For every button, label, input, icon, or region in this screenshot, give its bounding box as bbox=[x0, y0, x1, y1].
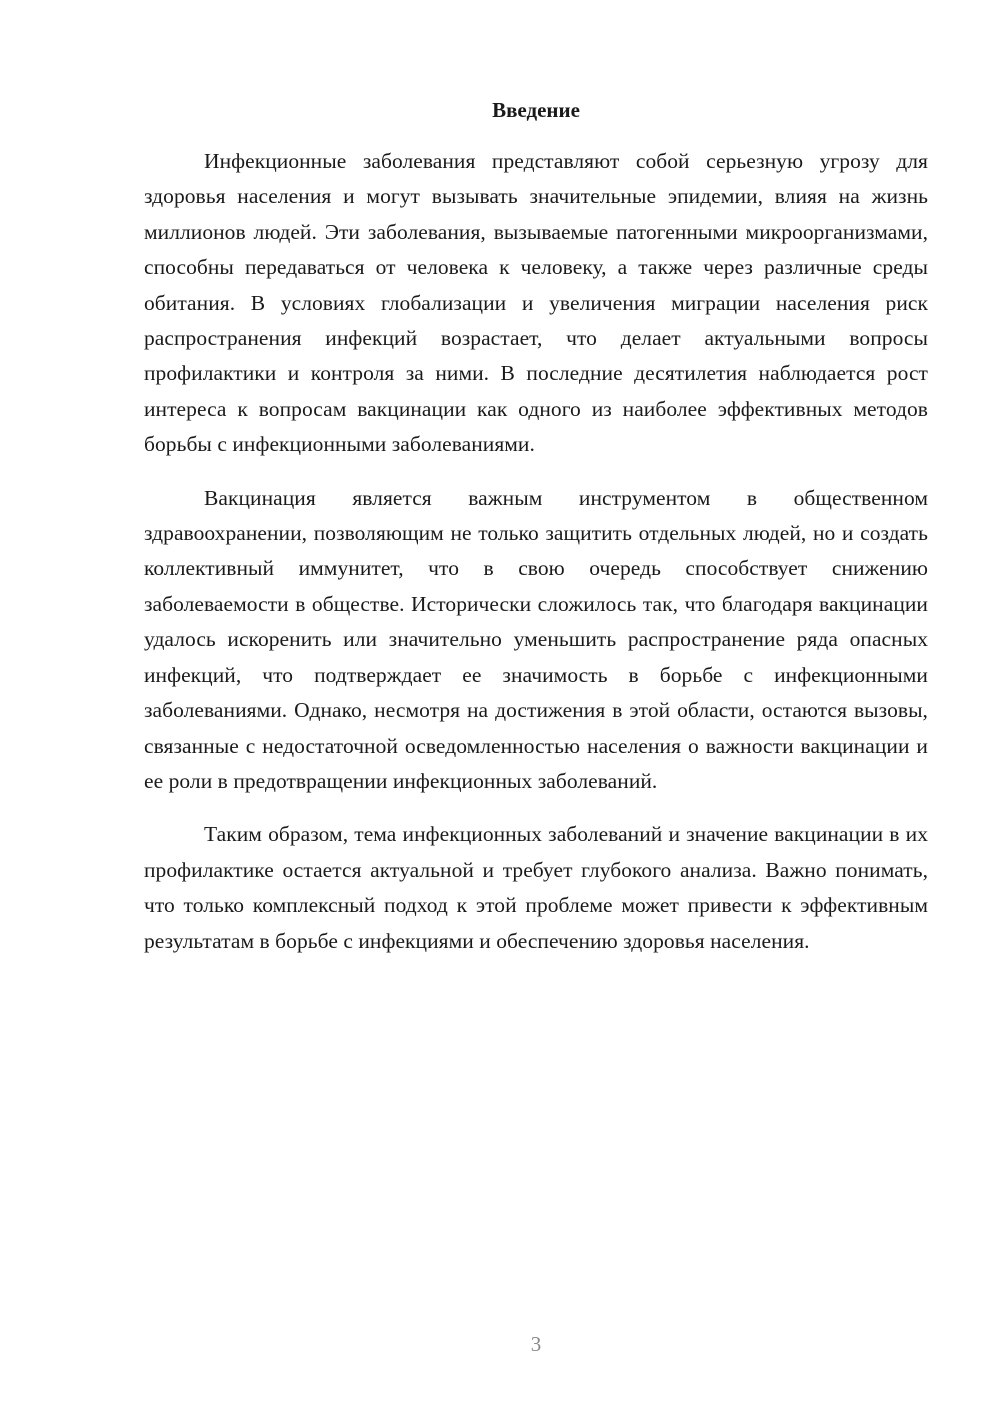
section-heading: Введение bbox=[492, 98, 580, 122]
paragraph-3: Таким образом, тема инфекционных заболеваний и значение вакцинации в их профилактике остается актуальной и требует глубокого анализа. Важно понимать, что только комплексный подход к этой проблеме может привести к эффективным результатам в борьбе с инфекциями и обеспечению здоровья населения. bbox=[144, 822, 928, 953]
page-number: 3 bbox=[530, 1332, 542, 1356]
paragraph-1: Инфекционные заболевания представляют собой серьезную угрозу для здоровья населения и могут вызывать значительные эпидемии, влияя на жизнь миллионов людей. Эти заболевания, вызываемые патогенными микроорганизмами, способны передаваться от человека к человеку, а также через различные среды обитания. В условиях глобализации и увеличения миграции населения риск распространения инфекций возрастает, что делает актуальными вопросы профилактики и контроля за ними. В последние десятилетия наблюдается рост интереса к вопросам вакцинации как одного из наиболее эффективных методов борьбы с инфекционными заболеваниями. bbox=[144, 149, 928, 457]
paragraph-2: Вакцинация является важным инструментом в общественном здравоохранении, позволяющим не только защитить отдельных людей, но и создать коллективный иммунитет, что в свою очередь способствует снижению заболеваемости в обществе. Исторически сложилось так, что благодаря вакцинации удалось искоренить или значительно уменьшить распространение ряда опасных инфекций, что подтверждает ее значимость в борьбе с инфекционными заболеваниями. Однако, несмотря на достижения в этой области, остаются вызовы, связанные с недостаточной осведомленностью населения о важности вакцинации и ее роли в предотвращении инфекционных заболеваний. bbox=[144, 485, 928, 793]
page-content bbox=[144, 92, 928, 977]
